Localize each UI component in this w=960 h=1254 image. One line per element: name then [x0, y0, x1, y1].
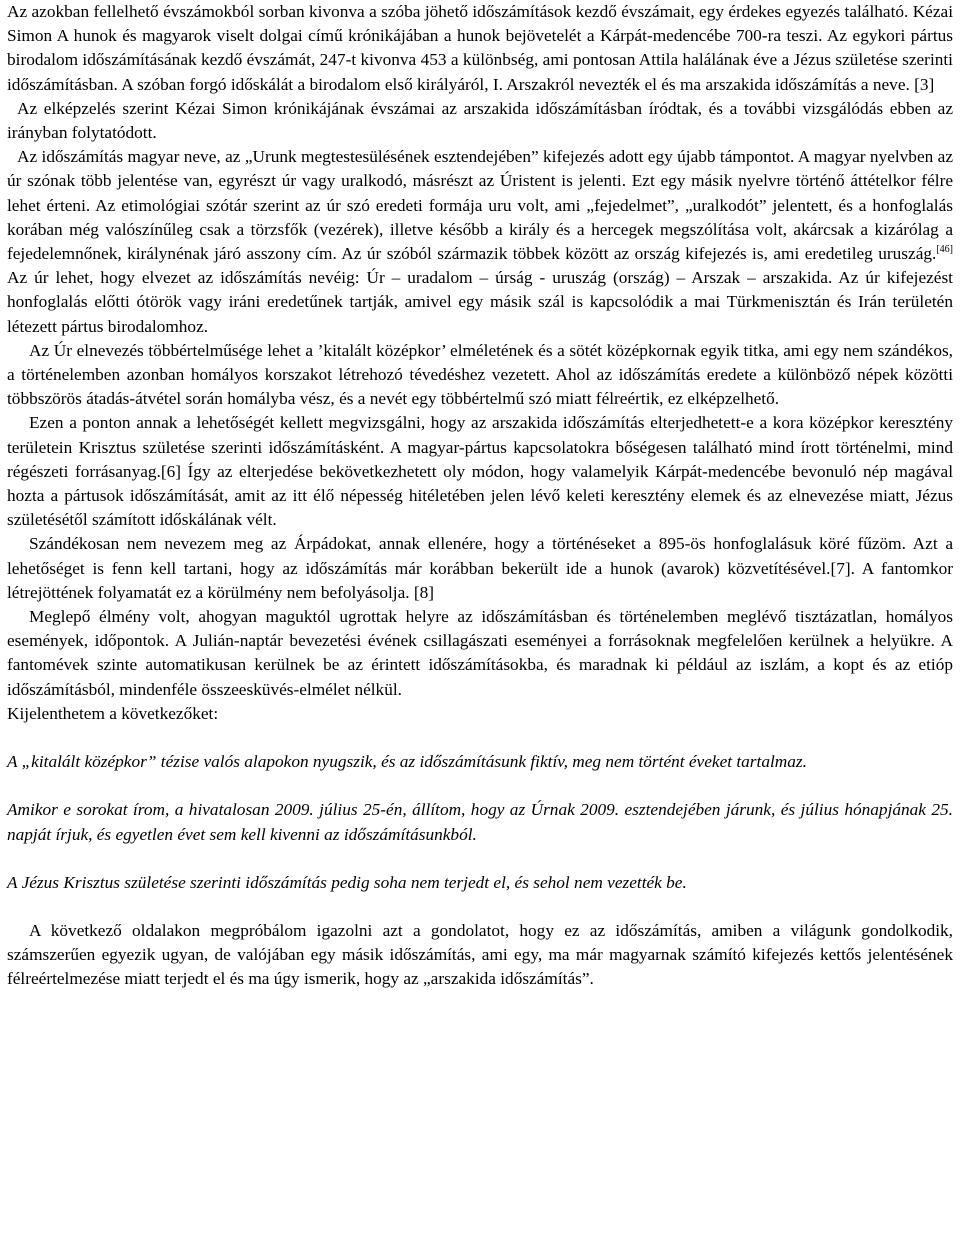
paragraph-kezai-attila: Az azokban fellelhető évszámokból sorban kivonva a szóba jöhető időszámítások kezdő évszámait, egy érdekes egyezés található. Kézai Simon A hunok és magyarok viselt dolgai című krónikájában a hunok bejövetelét a Kárpát-medencébe 700-ra teszi. Az egykori pártus birodalom időszámításának kezdő évszámát, 247-t kivonva 453 a különbség, ami pontosan Attila halálának éve a Jézus születése szerinti időszámításban. A szóban forgó időskálát a birodalom első királyáról, I. Arszakról nevezték el és ma arszakida időszámítás a neve. [3]	[7, 2, 953, 94]
paragraph-ur-etymology-text: Az időszámítás magyar neve, az „Urunk megtestesülésének esztendejében” kifejezés adott egy újabb támpontot. A magyar nyelvben az úr szónak több jelentése van, egyrészt úr vagy uralkodó, másrészt az Úristent is jelenti. Ezt egy másik nyelvre történő áttételkor félre lehet érteni. Az etimológiai szótár szerint az úr szó eredeti formája uru volt, ami „fejedelmet”, „uralkodót” jelentett, és a honfoglalás korában még valószínűleg csak a törzsfők (vezérek), illetve később a király és a hercegek megszólítása volt, akárcsak a kizárólag a fejedelemnőnek, királynénak járó asszony cím. Az úr szóból származik többek között az ország kifejezés is, ami eredetileg uruszág.	[7, 147, 953, 264]
statement-jezus-krisztus: A Jézus Krisztus születése szerinti időszámítás pedig soha nem terjedt el, és sehol nem vezették be.	[7, 872, 687, 892]
paragraph-kijelenthetem: Kijelenthetem a következőket:	[7, 703, 219, 723]
paragraph-arszakida-spread: Ezen a ponton annak a lehetőségét kellett megvizsgálni, hogy az arszakida időszámítás elterjedhetett-e a kora középkor keresztény területein Krisztus születése szerinti időszámításként. A magyar-pártus kapcsolatokra bőségesen található mind írott történelmi, mind régészeti forrásanyag.[6] Így az elterjedése bekövetkezhetett oly módon, hogy valamelyik Kárpát-medencébe bevonuló nép magával hozta a pártusok időszámítását, amit az itt élő népesség hitéletében jelen lévő keleti keresztény elemek és az elnevezése miatt, Jézus születésétől számított időskálának vélt.	[7, 413, 953, 530]
statement-2009: Amikor e sorokat írom, a hivatalosan 2009. július 25-én, állítom, hogy az Úrnak 2009. esztendejében járunk, és július hónapjának 25. napját írjuk, és egyetlen évet sem kell kivenni az időszámításunkból.	[7, 800, 953, 844]
paragraph-ur-etymology	[7, 145, 953, 339]
spacer	[7, 726, 953, 750]
paragraph-arpadok: Szándékosan nem nevezem meg az Árpádokat, annak ellenére, hogy a történéseket a 895-ös honfoglalásuk köré fűzöm. Azt a lehetőséget is fenn kell tartani, hogy az időszámítás már korábban bekerült ide a hunok (avarok) közvetítésével.[7]. A fantomkor létrejöttének folyamatát ez a körülmény nem befolyásolja. [8]	[7, 534, 953, 602]
paragraph-ur-etymology-continued: Az úr lehet, hogy elvezet az időszámítás nevéig: Úr – uradalom – úrság - uruszág (ország) – Arszak – arszakida. Az úr kifejezést honfoglalás előtti ótörök vagy iráni eredetűnek tartják, amivel egy másik szál is kapcsolódik a mai Türkmenisztán és Irán területén létezett pártus birodalomhoz.	[7, 268, 953, 336]
spacer	[7, 774, 953, 798]
paragraph-arszakida-hypothesis: Az elképzelés szerint Kézai Simon krónikájának évszámai az arszakida időszámításban íródtak, és a további vizsgálódás ebben az irányban folytatódott.	[7, 98, 953, 143]
paragraph-kovetkezo-oldalak: A következő oldalakon megpróbálom igazolni azt a gondolatot, hogy ez az időszámítás, amiben a világunk gondolkodik, számszerűen egyezik ugyan, de valójában egy másik időszámítás, ami egy, ma már magyarnak számító kifejezés kettős jelentésének félreértelmezése miatt terjedt el és ma úgy ismerik, hogy az „arszakida időszámítás”.	[7, 920, 953, 989]
spacer	[7, 847, 953, 871]
spacer	[7, 895, 953, 919]
paragraph-meglepo-elmeny: Meglepő élmény volt, ahogyan maguktól ugrottak helyre az időszámításban és történelemben meglévő tisztázatlan, homályos események, időpontok. A Julián-naptár bevezetési évének csillagászati eseményei a forrásoknak megfelelően kerülnek a helyükre. A fantomévek szinte automatikusan kerülnek be az érintett időszámításokba, és maradnak ki például az iszlám, a kopt és az etióp időszámításból, mindenféle összeesküvés-elmélet nélkül.	[7, 607, 953, 699]
paragraph-kitalalt-kozepkor: Az Úr elnevezés többértelműsége lehet a ’kitalált középkor’ elméletének és a sötét középkornak egyik titka, ami egy nem szándékos, a történelemben azonban homályos korszakot létrehozó tévedéshez vezetett. Ahol az időszámítás eredete a különböző népek közötti többszörös átadás-átvétel során homályba vész, és a nevét egy többértelmű szó miatt félreértik, ez elképzelhető.	[7, 340, 953, 409]
statement-kitalalt-kozepkor: A „kitalált középkor” tézise valós alapokon nyugszik, és az időszámításunk fiktív, meg nem történt éveket tartalmaz.	[7, 752, 807, 772]
footnote-reference: [46]	[936, 244, 953, 256]
